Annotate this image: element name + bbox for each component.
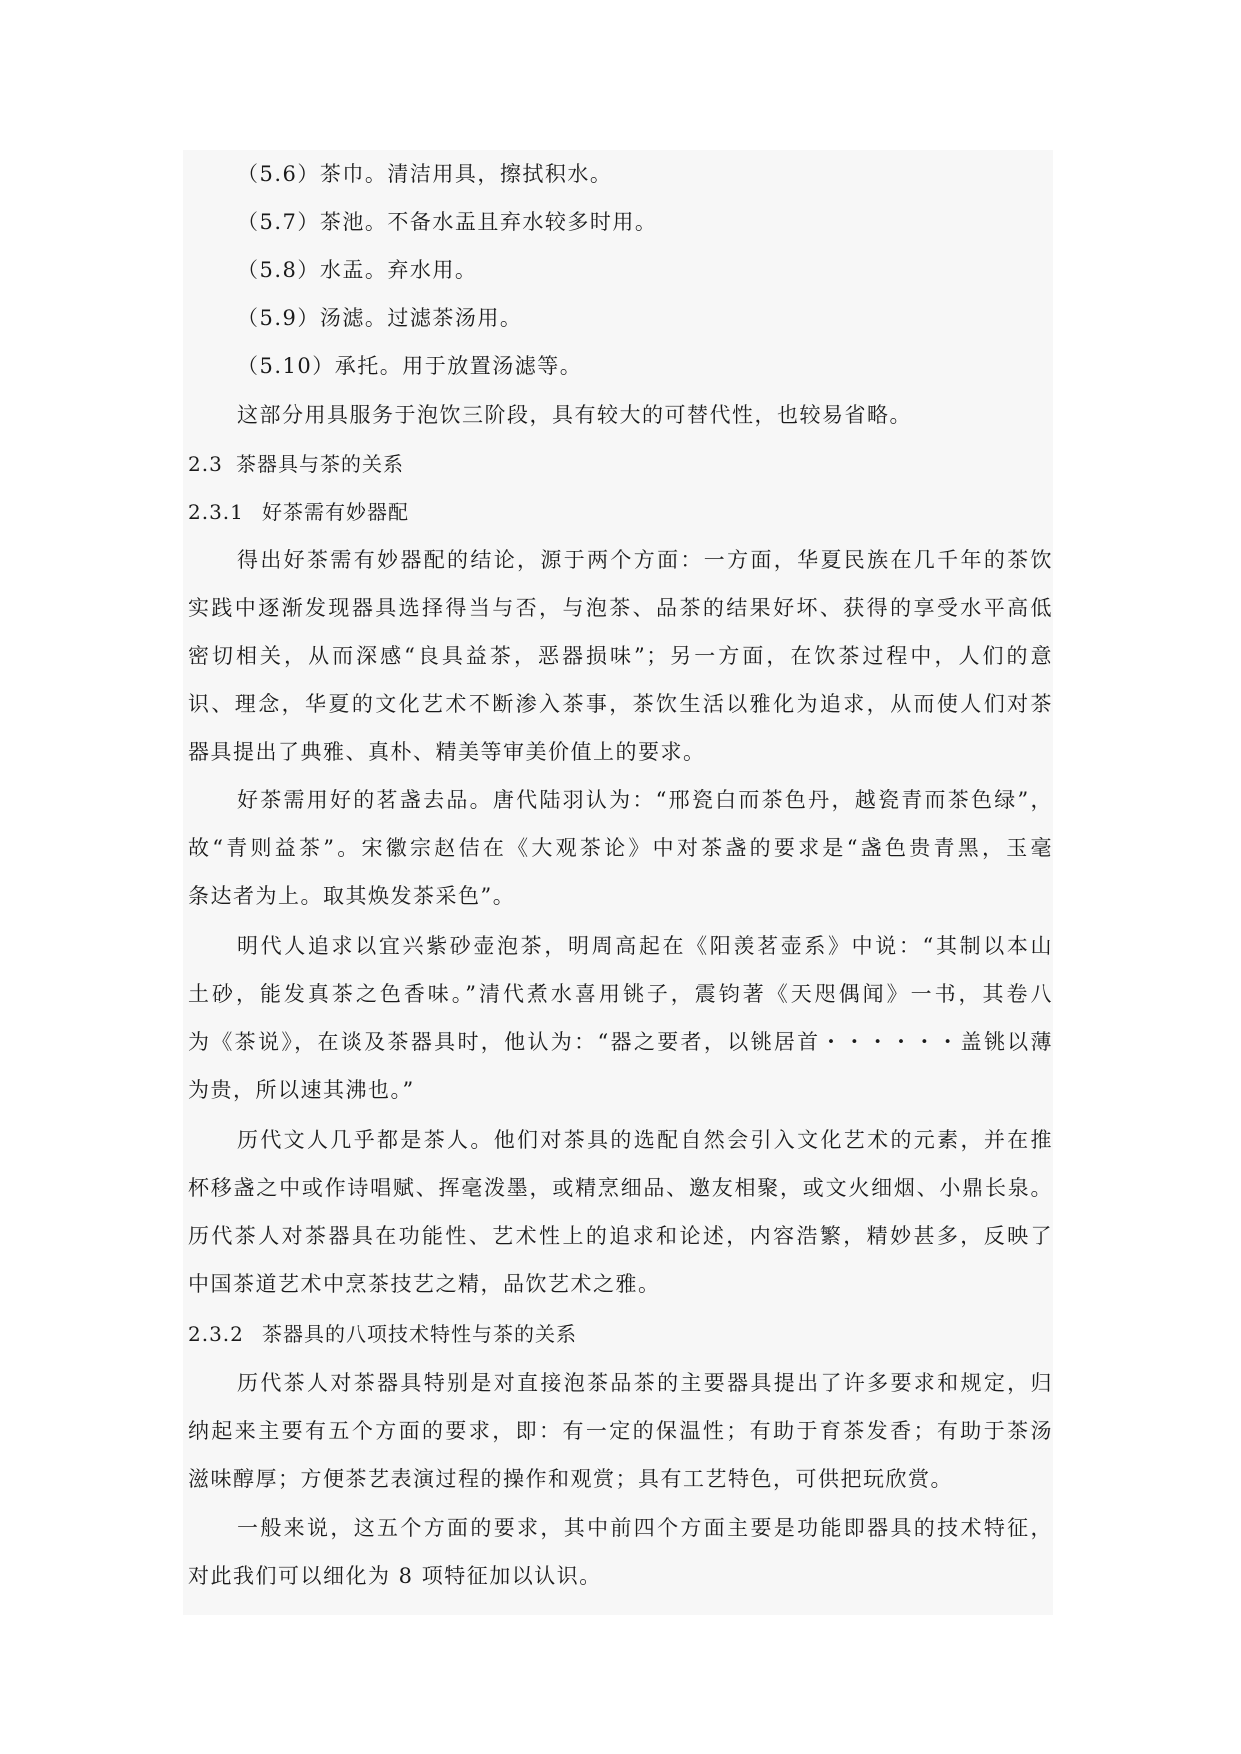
paragraph-line: 中国茶道艺术中烹茶技艺之精，品饮艺术之雅。 — [188, 1272, 661, 1296]
paragraph-line: 故“青则益茶”。宋徽宗赵佶在《大观茶论》中对茶盏的要求是“盏色贵青黑，玉毫 — [188, 836, 1053, 860]
paragraph-line: 历代茶人对茶器具特别是对直接泡茶品茶的主要器具提出了许多要求和规定，归 — [237, 1371, 1053, 1395]
paragraph-line: 历代茶人对茶器具在功能性、艺术性上的追求和论述，内容浩繁，精妙甚多，反映了 — [188, 1224, 1053, 1248]
paragraph-line: 器具提出了典雅、真朴、精美等审美价值上的要求。 — [188, 740, 706, 764]
paragraph-line: 杯移盏之中或作诗唱赋、挥毫泼墨，或精烹细品、邀友相聚，或文火细烟、小鼎长泉。 — [188, 1176, 1053, 1200]
section-number: 2.3.2 — [188, 1322, 244, 1346]
paragraph-line: 为贵，所以速其沸也。” — [188, 1078, 415, 1102]
section-heading-2-3-1 — [188, 498, 409, 526]
paragraph-line: 历代文人几乎都是茶人。他们对茶具的选配自然会引入文化艺术的元素，并在推 — [237, 1128, 1053, 1152]
list-item: （5.7）茶池。不备水盂且弃水较多时用。 — [237, 210, 658, 234]
section-heading-2-3-2 — [188, 1320, 577, 1348]
section-title: 茶器具的八项技术特性与茶的关系 — [262, 1322, 577, 1346]
section-heading-2-3 — [188, 450, 404, 478]
paragraph-line: 滋味醇厚；方便茶艺表演过程的操作和观赏；具有工艺特色，可供把玩欣赏。 — [188, 1467, 953, 1491]
paragraph-line: 明代人追求以宜兴紫砂壶泡茶，明周高起在《阳羡茗壶系》中说：“其制以本山 — [237, 934, 1053, 958]
paragraph-line: 密切相关，从而深感“良具益茶，恶器损味”；另一方面，在饮茶过程中，人们的意 — [188, 644, 1053, 668]
paragraph-line: 为《茶说》，在谈及茶器具时，他认为：“器之要者，以铫居首・・・・・・盖铫以薄 — [188, 1030, 1053, 1054]
paragraph-line: 土砂，能发真茶之色香味。”清代煮水喜用铫子，震钧著《天咫偶闻》一书，其卷八 — [188, 982, 1053, 1006]
list-item: （5.9）汤滤。过滤茶汤用。 — [237, 306, 523, 330]
list-item: （5.6）茶巾。清洁用具，擦拭积水。 — [237, 162, 613, 186]
paragraph-line: 好茶需用好的茗盏去品。唐代陆羽认为：“邢瓷白而茶色丹，越瓷青而茶色绿”， — [237, 788, 1053, 812]
list-item: （5.8）水盂。弃水用。 — [237, 258, 478, 282]
paragraph-line: 得出好茶需有妙器配的结论，源于两个方面：一方面，华夏民族在几千年的茶饮 — [237, 548, 1053, 572]
paragraph-line: 实践中逐渐发现器具选择得当与否，与泡茶、品茶的结果好坏、获得的享受水平高低 — [188, 596, 1053, 620]
section-number: 2.3 — [188, 452, 223, 476]
summary-paragraph: 这部分用具服务于泡饮三阶段，具有较大的可替代性，也较易省略。 — [237, 403, 912, 427]
section-title: 好茶需有妙器配 — [262, 500, 409, 524]
section-number: 2.3.1 — [188, 500, 244, 524]
paragraph-line: 对此我们可以细化为 8 项特征加以认识。 — [188, 1564, 602, 1588]
paragraph-line: 纳起来主要有五个方面的要求，即：有一定的保温性；有助于育茶发香；有助于茶汤 — [188, 1419, 1053, 1443]
list-item: （5.10）承托。用于放置汤滤等。 — [237, 354, 583, 378]
paragraph-line: 识、理念，华夏的文化艺术不断渗入茶事，茶饮生活以雅化为追求，从而使人们对茶 — [188, 692, 1053, 716]
paragraph-line: 一般来说，这五个方面的要求，其中前四个方面主要是功能即器具的技术特征， — [237, 1516, 1053, 1540]
paragraph-line: 条达者为上。取其焕发茶采色”。 — [188, 884, 516, 908]
section-title: 茶器具与茶的关系 — [236, 452, 404, 476]
